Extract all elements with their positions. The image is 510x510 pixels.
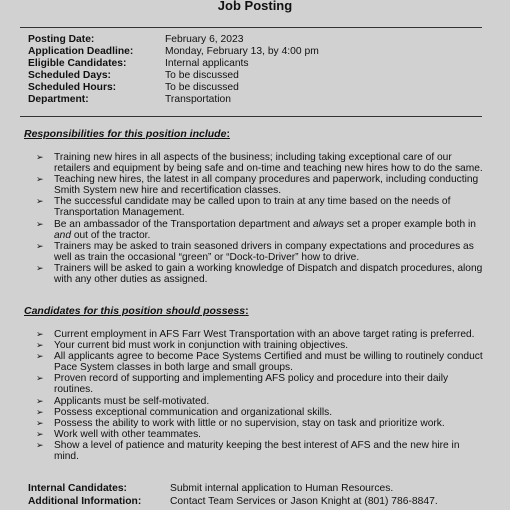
- requirement-item-text: Possess exceptional communication and organizational skills.: [54, 406, 333, 418]
- arrow-bullet-icon: ➢: [36, 417, 44, 428]
- page-title: Job Posting: [217, 0, 293, 13]
- arrow-bullet-icon: ➢: [36, 240, 44, 251]
- responsibility-item: [36, 263, 486, 285]
- requirement-item-text: Your current bid must work in conjunction with training objectives.: [54, 340, 349, 352]
- requirement-item: [36, 340, 486, 351]
- responsibility-item-text: Trainers will be asked to gain a working knowledge of Dispatch and dispatch procedures, along with any other duties as assigned.: [54, 262, 483, 286]
- requirement-item: [36, 373, 486, 395]
- info-value: Transportation: [165, 94, 232, 106]
- info-row-deadline: [28, 46, 319, 58]
- info-label: Scheduled Hours:: [28, 82, 117, 94]
- responsibility-item-text: Training new hires in all aspects of the business; including taking exceptional care of our retailers and equipment by being safe and on-time and teaching new hires how to do the same.: [54, 152, 483, 175]
- requirement-item-text: Work well with other teammates.: [54, 428, 202, 440]
- info-value: To be discussed: [165, 82, 239, 94]
- arrow-bullet-icon: ➢: [36, 152, 44, 162]
- requirement-item: [36, 418, 486, 429]
- requirement-item-text: Proven record of supporting and implementing AFS policy and procedure into their daily routines.: [54, 373, 449, 396]
- requirement-item: [36, 429, 486, 440]
- info-value: February 6, 2023: [165, 34, 244, 45]
- requirement-item: [36, 351, 486, 373]
- arrow-bullet-icon: ➢: [36, 329, 44, 339]
- contact-value: Contact Team Services or Jason Knight at (801) 786-8847.: [170, 496, 438, 507]
- requirement-item: [36, 407, 486, 418]
- divider-middle: [20, 116, 482, 117]
- responsibility-item-text: Be an ambassador of the Transportation department and always set a proper example both in and out of the tractor.: [54, 218, 476, 241]
- arrow-bullet-icon: ➢: [36, 406, 44, 417]
- responsibility-item-text: Teaching new hires, the latest in all company procedures and paperwork, including conducting Smith System new hire and recertification classes.: [54, 174, 479, 197]
- arrow-bullet-icon: ➢: [36, 351, 44, 362]
- arrow-bullet-icon: ➢: [36, 196, 44, 207]
- info-label: Posting Date:: [28, 34, 95, 45]
- arrow-bullet-icon: ➢: [36, 395, 44, 406]
- divider-top: [20, 27, 482, 28]
- responsibility-item: [36, 219, 486, 241]
- arrow-bullet-icon: ➢: [36, 174, 44, 185]
- responsibilities-list: [36, 152, 486, 285]
- arrow-bullet-icon: ➢: [36, 439, 44, 450]
- contact-row-internal: [28, 482, 438, 495]
- responsibility-item-text: Trainers may be asked to train seasoned drivers in company expectations and procedures as well as train the occasional “green” or “Dock-to-Driver” how to drive.: [54, 240, 474, 263]
- requirement-item-text: Possess the ability to work with little or no supervision, stay on task and prioritize work.: [54, 417, 445, 429]
- responsibility-item: [36, 196, 486, 218]
- responsibility-item: [36, 241, 486, 263]
- arrow-bullet-icon: ➢: [36, 373, 44, 384]
- contact-label: Internal Candidates:: [28, 483, 127, 494]
- candidates-list: [36, 329, 486, 462]
- requirement-item: [36, 329, 486, 340]
- candidates-heading: Candidates for this position should possess:: [24, 305, 249, 317]
- responsibility-item: [36, 174, 486, 196]
- info-row-hours: [28, 82, 319, 94]
- requirement-item-text: Show a level of patience and maturity keeping the best interest of AFS and the new hire in mind.: [54, 439, 460, 463]
- responsibility-item: [36, 152, 486, 174]
- requirement-item-text: Applicants must be self-motivated.: [54, 395, 210, 407]
- info-label: Eligible Candidates:: [28, 58, 127, 70]
- arrow-bullet-icon: ➢: [36, 218, 44, 229]
- info-row-posting-date: [28, 34, 319, 46]
- arrow-bullet-icon: ➢: [36, 340, 44, 351]
- info-label: Department:: [28, 94, 89, 106]
- info-label: Scheduled Days:: [28, 70, 111, 82]
- contact-row-additional: [28, 495, 438, 508]
- requirement-item-text: Current employment in AFS Farr West Transportation with an above target rating is preferred.: [54, 329, 475, 340]
- info-label: Application Deadline:: [28, 46, 134, 58]
- info-value: To be discussed: [165, 70, 239, 82]
- info-row-eligible: [28, 58, 319, 70]
- contact-value: Submit internal application to Human Resources.: [170, 483, 394, 494]
- posting-info: [28, 34, 319, 107]
- requirement-item: [36, 440, 486, 462]
- contact-label: Additional Information:: [28, 496, 142, 507]
- info-value: Internal applicants: [165, 58, 249, 70]
- info-value: Monday, February 13, by 4:00 pm: [165, 46, 319, 58]
- requirement-item: [36, 396, 486, 407]
- requirement-item-text: All applicants agree to become Pace Systems Certified and must be willing to routinely conduct Pace System classes in both large and small groups.: [54, 351, 483, 374]
- arrow-bullet-icon: ➢: [36, 262, 44, 273]
- info-row-days: [28, 70, 319, 82]
- responsibility-item-text: The successful candidate may be called upon to train at any time based on the needs of Transportation Management.: [54, 196, 451, 219]
- responsibilities-heading: Responsibilities for this position include:: [24, 128, 230, 140]
- arrow-bullet-icon: ➢: [36, 428, 44, 439]
- info-row-department: [28, 94, 319, 106]
- contact-info: [28, 482, 438, 508]
